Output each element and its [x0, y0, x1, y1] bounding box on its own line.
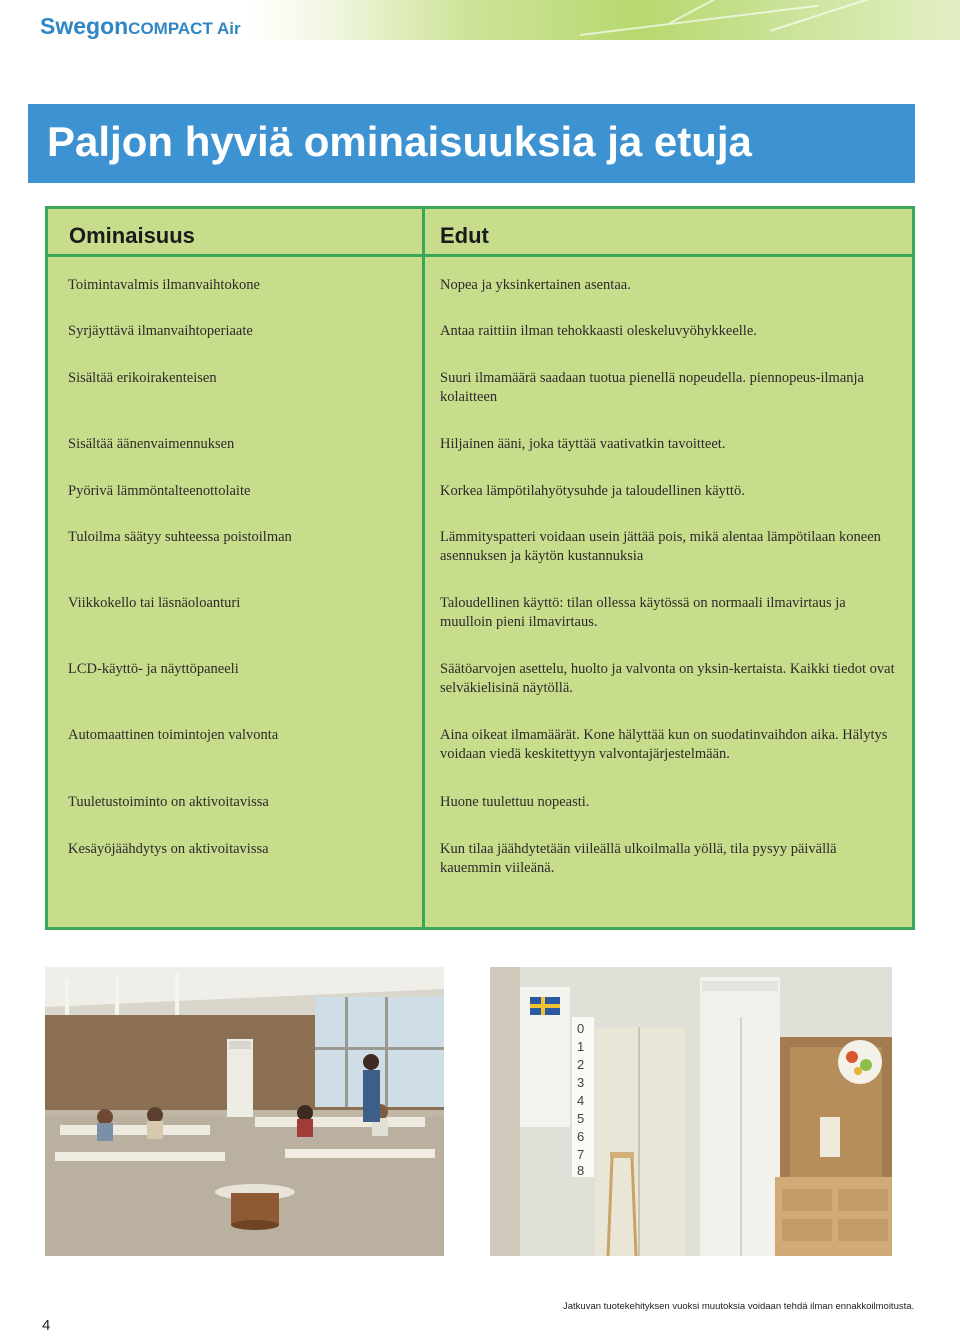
benefit-cell: Lämmityspatteri voidaan usein jättää pois, mikä alentaa lämpötilaan koneen asennuksen ja käytön kustannuksia [440, 529, 881, 564]
feature-cell: Syrjäyttävä ilmanvaihtoperiaate [68, 323, 253, 339]
top-banner [0, 0, 960, 40]
poster-digit: 4 [577, 1093, 585, 1108]
feature-cell: Automaattinen toimintojen valvonta [68, 727, 279, 743]
feature-cell: Toimintavalmis ilmanvaihtokone [68, 277, 260, 293]
features-table [45, 206, 915, 930]
benefit-cell: Antaa raittiin ilman tehokkaasti oleskeluvyöhykkeelle. [440, 323, 757, 339]
poster-digit: 2 [577, 1057, 585, 1072]
feature-cell: Viikkokello tai läsnäoloanturi [68, 595, 241, 611]
benefit-cell: Säätöarvojen asettelu, huolto ja valvonta on yksin-kertaista. Kaikki tiedot ovat selväkielisinä näytöllä. [440, 661, 895, 696]
benefit-cell: Taloudellinen käyttö: tilan ollessa käytössä on normaali ilmavirtaus ja muulloin pieni ilmavirtaus. [440, 595, 846, 630]
benefit-cell: Kun tilaa jäähdytetään viileällä ulkoilmalla yöllä, tila pysyy päivällä kauemmin viileänä. [440, 841, 837, 876]
feature-cell: Sisältää äänenvaimennuksen [68, 436, 235, 452]
feature-cell: Sisältää erikoirakenteisen [68, 370, 217, 386]
footer-note: Jatkuvan tuotekehityksen vuoksi muutoksia voidaan tehdä ilman ennakkoilmoitusta. [563, 1301, 915, 1312]
feature-cell: Tuloilma säätyy suhteessa poistoilman [68, 529, 292, 545]
benefit-cell: Korkea lämpötilahyötysuhde ja taloudellinen käyttö. [440, 483, 745, 499]
benefit-cell: Hiljainen ääni, joka täyttää vaativatkin tavoitteet. [440, 436, 726, 452]
benefit-cell: Suuri ilmamäärä saadaan tuotua pienellä nopeudella. piennopeus-ilmanja kolaitteen [440, 370, 864, 405]
benefit-cell: Aina oikeat ilmamäärät. Kone hälyttää kun on suodatinvaihdon aika. Hälytys voidaan viedä keskitettyyn valvontajärjestelmään. [440, 727, 888, 762]
ventilation-unit-photo [490, 967, 892, 1256]
feature-cell: Pyörivä lämmöntalteenottolaite [68, 483, 251, 499]
column-divider [422, 209, 425, 927]
feature-cell: LCD-käyttö- ja näyttöpaneeli [68, 661, 239, 677]
title-band [28, 104, 915, 183]
brand-name: Swegon [40, 13, 129, 39]
poster-digit: 0 [577, 1021, 585, 1036]
poster-digit: 3 [577, 1075, 585, 1090]
feature-column-header: Ominaisuus [69, 223, 195, 248]
benefit-cell: Huone tuulettuu nopeasti. [440, 794, 590, 810]
feature-cell: Kesäyöjäähdytys on aktivoitavissa [68, 841, 269, 857]
brand-product: COMPACT Air [128, 19, 241, 38]
leaf-banner-image [250, 0, 960, 40]
poster-digit: 8 [577, 1163, 585, 1178]
poster-digit: 1 [577, 1039, 585, 1054]
benefit-column-header: Edut [440, 223, 489, 248]
header-divider [48, 254, 912, 257]
classroom-photo [45, 967, 444, 1256]
page-title: Paljon hyviä ominaisuuksia ja etuja [47, 118, 752, 165]
brand-logo [40, 13, 241, 40]
poster-digit: 7 [577, 1147, 585, 1162]
poster-digit: 6 [577, 1129, 585, 1144]
page-number: 4 [42, 1317, 51, 1334]
benefit-cell: Nopea ja yksinkertainen asentaa. [440, 277, 631, 293]
feature-cell: Tuuletustoiminto on aktivoitavissa [68, 794, 269, 810]
poster-digit: 5 [577, 1111, 585, 1126]
